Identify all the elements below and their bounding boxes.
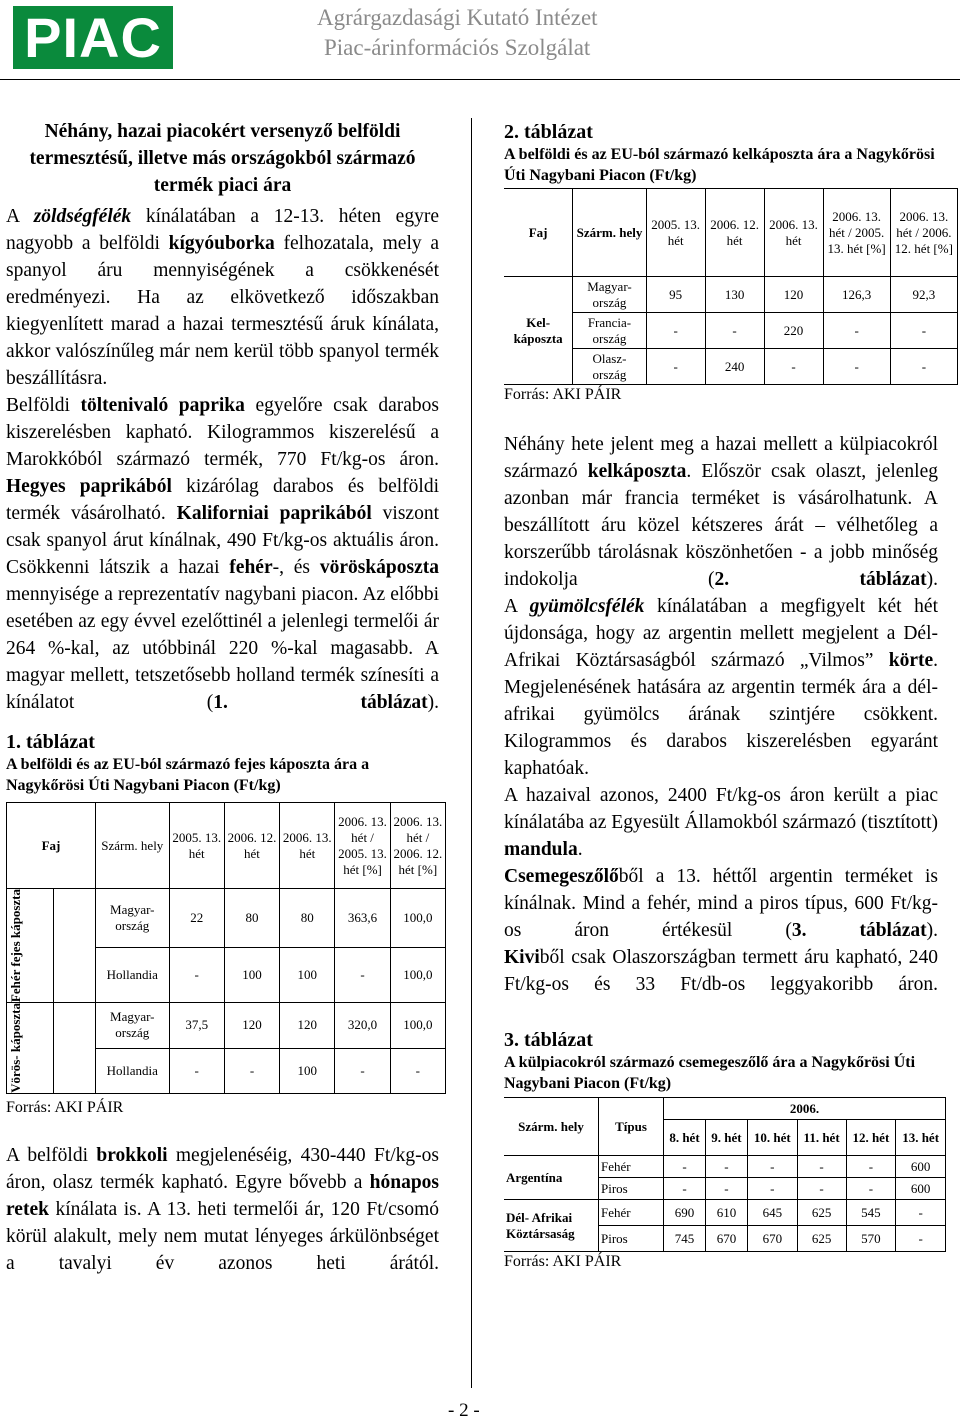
table1-cell: 100 [280, 1048, 335, 1093]
table3-cell: 625 [797, 1200, 846, 1226]
table3-cell: - [896, 1226, 946, 1252]
text-run: 1. táblázat [213, 692, 428, 713]
table3-cell: Piros [599, 1226, 664, 1252]
text-run: ). [427, 692, 439, 713]
table1-cell: Hollandia [95, 947, 169, 1003]
table3-cell: - [705, 1178, 747, 1200]
table1-cell: 100 [224, 947, 279, 1003]
paragraph-csemegeszolo [504, 863, 938, 944]
table2-header-c2: 2006. 12. hét [705, 189, 764, 277]
table3-header-week: 13. hét [896, 1120, 946, 1156]
paragraph-paprika [6, 392, 439, 554]
table2-header-c4: 2006. 13. hét / 2005. 13. hét [%] [823, 189, 890, 277]
table2-source: Forrás: AKI PÁIR [504, 386, 622, 403]
table1-cell: - [335, 1048, 390, 1093]
table3-header-week: 10. hét [747, 1120, 797, 1156]
table3-cell: 610 [705, 1200, 747, 1226]
text-run: Csökkenni látszik a hazai [6, 557, 230, 578]
table1-header-c3: 2006. 13. hét [280, 803, 335, 889]
header-divider [0, 79, 960, 80]
table3-cell: - [664, 1156, 706, 1178]
text-run: A belföldi [6, 1145, 97, 1167]
page-number: - 2 - [448, 1400, 480, 1421]
text-run: ből csak Olaszországban termett áru kapható, 240 Ft/kg-os és 33 Ft/db-os leggyakoribb áron. [504, 947, 938, 995]
table3-header-week: 9. hét [705, 1120, 747, 1156]
table3-cell: - [747, 1156, 797, 1178]
text-run: viszont csak spanyol árut kínálnak, 490 Ft/kg-os aktuális áron. [6, 503, 439, 551]
table1-cell: - [169, 1048, 224, 1093]
table1-group-feher: Fehér fejes káposzta [8, 889, 23, 1003]
table2 [504, 188, 958, 385]
table3-header-week: 12. hét [846, 1120, 896, 1156]
table3-cell: - [846, 1156, 896, 1178]
paragraph-brokkoli [6, 1142, 439, 1277]
table3-cell: 600 [896, 1156, 946, 1178]
table3-cell: 670 [705, 1226, 747, 1252]
table2-header-c3: 2006. 13. hét [764, 189, 823, 277]
table2-header-szarm: Szárm. hely [573, 189, 646, 277]
text-run: 2. táblázat [714, 569, 927, 590]
text-run: ). [926, 920, 938, 941]
table1-cell: 22 [169, 889, 224, 948]
table2-header-c5: 2006. 13. hét / 2006. 12. hét [%] [890, 189, 957, 277]
table3-header-week: 8. hét [664, 1120, 706, 1156]
piac-logo: PIAC [13, 6, 173, 69]
table3-cell: Fehér [599, 1200, 664, 1226]
table2-caption: 2. táblázat [504, 121, 593, 143]
paragraph-mandula [504, 782, 938, 863]
table1-cell: 100,0 [390, 1003, 445, 1048]
table1-header-c1: 2005. 13. hét [169, 803, 224, 889]
table1-source: Forrás: AKI PÁIR [6, 1099, 124, 1117]
text-run: Csemegeszőlő [504, 866, 619, 887]
table3-caption: 3. táblázat [504, 1029, 593, 1051]
text-run: A [6, 206, 34, 227]
right-column [504, 118, 953, 1272]
table2-description: A belföldi és az EU-ból származó kelkáposzta ára a Nagykőrösi Úti Nagybani Piacon (Ft/kg) [504, 146, 935, 184]
table2-cell: Olasz- ország [573, 349, 646, 385]
table1-header-c5: 2006. 13. hét / 2006. 12. hét [%] [390, 803, 445, 889]
left-column [6, 118, 443, 1277]
table1-group-voros: Vörös- káposzta [8, 1003, 23, 1094]
table2-header-c1: 2005. 13. hét [646, 189, 705, 277]
table3-source: Forrás: AKI PÁIR [504, 1253, 622, 1270]
table3-cell: - [664, 1178, 706, 1200]
table2-cell: Francia- ország [573, 313, 646, 349]
text-run: kígyóuborka [168, 233, 275, 254]
table2-cell: - [705, 313, 764, 349]
text-run: . Megjelenésének hatására az argentin termék ára a dél-afrikai gyümölcs árának szintjére csökkent. Kilogrammos és darabos kiszerelésben egyaránt kaphatóak. [504, 650, 938, 779]
table1-cell: 80 [280, 889, 335, 948]
table3-cell: 670 [747, 1226, 797, 1252]
org-name: Agrárgazdasági Kutató Intézet [317, 5, 598, 30]
text-run: zöldségfélék [33, 206, 132, 227]
table1-header-c2: 2006. 12. hét [224, 803, 279, 889]
text-run: mandula [504, 839, 578, 860]
table1-cell: 80 [224, 889, 279, 948]
text-run: hónapos retek [6, 1172, 439, 1221]
table1-cell: 320,0 [335, 1003, 390, 1048]
paragraph-kelkaposzta [504, 431, 938, 593]
table2-cell: - [764, 349, 823, 385]
text-run: Néhány hete jelent meg a hazai mellett a külpiacokról származó [504, 434, 938, 482]
article-title: Néhány, hazai piacokért versenyző belföldi termesztésű, illetve más országokból származó termék piaci ára [29, 121, 416, 196]
table2-header-faj: Faj [504, 189, 573, 277]
table3-cell: - [797, 1156, 846, 1178]
table3-cell: 690 [664, 1200, 706, 1226]
text-run: megjelenéséig, 430-440 Ft/kg-os áron, olasz termék kapható. Egyre bővebb a [6, 1145, 439, 1194]
table2-cell: 240 [705, 349, 764, 385]
table3-cell: Fehér [599, 1156, 664, 1178]
table1-cell: 100 [280, 947, 335, 1003]
table1-cell: Magyar- ország [95, 889, 169, 948]
table2-cell: - [646, 313, 705, 349]
table3-country-argentina: Argentína [504, 1156, 599, 1200]
table1-description: A belföldi és az EU-ból származó fejes káposzta ára a Nagykőrösi Úti Nagybani Piacon (Ft/kg) [6, 756, 370, 794]
text-run: ből a 13. héttől argentin terméket is kínálnak. Mind a fehér, mind a piros típus, 600 Ft/kg-os áron értékesül ( [504, 866, 938, 941]
table3-cell: Piros [599, 1178, 664, 1200]
paragraph-kaposzta [6, 554, 439, 716]
text-run: gyümölcsfélék [529, 596, 645, 617]
table2-cell: - [890, 349, 957, 385]
table2-cell: - [646, 349, 705, 385]
paragraph-kivi [504, 944, 938, 998]
text-run: . [577, 839, 583, 860]
table3-country-del-afrika: Dél- Afrikai Köztársaság [504, 1200, 599, 1252]
table1-cell: 120 [224, 1003, 279, 1048]
text-run: kínálata is. A 13. heti termelői ár, 120 Ft/csomó körül alakult, mely nem mutat lényeges árkülönbséget a tavalyi év azonos heti árától. [6, 1199, 439, 1275]
table2-cell: Magyar- ország [573, 277, 646, 313]
table1-cell: - [224, 1048, 279, 1093]
table1-cell: Magyar- ország [95, 1003, 169, 1048]
table3-cell: - [705, 1156, 747, 1178]
table2-cell: 95 [646, 277, 705, 313]
text-run: Kaliforniai paprikából [176, 503, 372, 524]
table3-header-tipus: Típus [599, 1098, 664, 1156]
text-run: A [504, 596, 530, 617]
table2-cell: - [823, 349, 890, 385]
table2-cell: 220 [764, 313, 823, 349]
table3 [504, 1097, 946, 1252]
text-run: A hazaival azonos, 2400 Ft/kg-os áron került a piac kínálatába az Egyesült Államokból származó (tisztított) [504, 785, 938, 833]
paragraph-zoldseg [6, 203, 439, 392]
table3-cell: - [797, 1178, 846, 1200]
column-divider [471, 118, 472, 1388]
table3-header-szarm: Szárm. hely [504, 1098, 599, 1156]
table2-group: Kel- káposzta [504, 277, 573, 385]
table1-cell: 100,0 [390, 947, 445, 1003]
table3-header-week: 11. hét [797, 1120, 846, 1156]
table3-cell: 570 [846, 1226, 896, 1252]
table2-cell: 126,3 [823, 277, 890, 313]
text-run: kínálatában a megfigyelt két hét újdonsága, hogy az argentin mellett megjelent a Dél-Afrikai Köztársaságból származó „Vilmos” [504, 596, 938, 671]
table1-cell: Hollandia [95, 1048, 169, 1093]
table2-cell: - [823, 313, 890, 349]
text-run: vöröskáposzta [319, 557, 439, 578]
text-run: . Először csak olaszt, jelenleg azonban már francia terméket is vásárolhatunk. A beszállított áru közel kétszeres árát – vélhetőleg a korszerűbb tárolásnak köszönhetően - a jobb minőség indokolja ( [504, 461, 939, 590]
text-run: -, és [272, 557, 320, 578]
text-run: Hegyes paprikából [6, 476, 172, 497]
text-run: körte [888, 650, 934, 671]
table1-cell: 100,0 [390, 889, 445, 948]
text-run: 3. táblázat [791, 920, 927, 941]
text-run: egyelőre csak darabos kiszerelésben kapható. Kilogrammos kiszerelésű a Marokkóból származó termék, 770 Ft/kg-os áron. [6, 395, 439, 470]
table2-cell: 92,3 [890, 277, 957, 313]
table3-cell: 625 [797, 1226, 846, 1252]
paragraph-gyumolcs [504, 593, 938, 782]
table1-cell: - [335, 947, 390, 1003]
table1-cell: 120 [280, 1003, 335, 1048]
table3-cell: 600 [896, 1178, 946, 1200]
table1-header-c4: 2006. 13. hét / 2005. 13. hét [%] [335, 803, 390, 889]
table1-cell: 37,5 [169, 1003, 224, 1048]
text-run: Kivi [504, 947, 540, 968]
table1-cell: - [169, 947, 224, 1003]
table3-description: A külpiacokról származó csemegeszőlő ára a Nagykőrösi Úti Nagybani Piacon (Ft/kg) [504, 1054, 916, 1092]
table1 [6, 802, 446, 1094]
table1-caption: 1. táblázat [6, 731, 95, 753]
table1-header-szarm: Szárm. hely [95, 803, 169, 889]
table3-cell: - [747, 1178, 797, 1200]
table3-header-year: 2006. [664, 1098, 946, 1120]
text-run: kínálatában a 12-13. héten egyre nagyobb a belföldi [6, 206, 439, 254]
table2-cell: - [890, 313, 957, 349]
table3-cell: 745 [664, 1226, 706, 1252]
table3-cell: 645 [747, 1200, 797, 1226]
table2-cell: 130 [705, 277, 764, 313]
table1-cell: - [390, 1048, 445, 1093]
text-run: Belföldi [6, 395, 81, 416]
text-run: mennyisége a reprezentatív nagybani piacon. Az előbbi esetében az egy évvel ezelőttinél a jelenlegi termelői ár 264 %-kal, az utóbbinál 220 %-kal magasabb. A magyar mellett, tetszetősebb holland termék színesíti a kínálatot ( [6, 584, 439, 713]
text-run: ). [926, 569, 938, 590]
text-run: kelkáposzta [587, 461, 687, 482]
table3-cell: 545 [846, 1200, 896, 1226]
text-run: fehér [229, 557, 273, 578]
table3-cell: - [846, 1178, 896, 1200]
service-name: Piac-árinformációs Szolgálat [324, 35, 591, 60]
table1-header-faj: Faj [7, 803, 96, 889]
table2-cell: 120 [764, 277, 823, 313]
text-run: brokkoli [96, 1145, 168, 1167]
text-run: töltenivaló paprika [80, 395, 245, 416]
table3-cell: - [896, 1200, 946, 1226]
table1-cell: 363,6 [335, 889, 390, 948]
text-run: felhozatala, mely a spanyol áru mennyiségének a csökkenését eredményezi. Ha az elkövetkező időszakban kiegyenlített marad a hazai termesztésű áruk kínálata, akkor valószínűleg már nem kerül több spanyol termék beszállításra. [6, 233, 439, 389]
text-run: kizárólag darabos és belföldi termék vásárolható. [6, 476, 439, 524]
